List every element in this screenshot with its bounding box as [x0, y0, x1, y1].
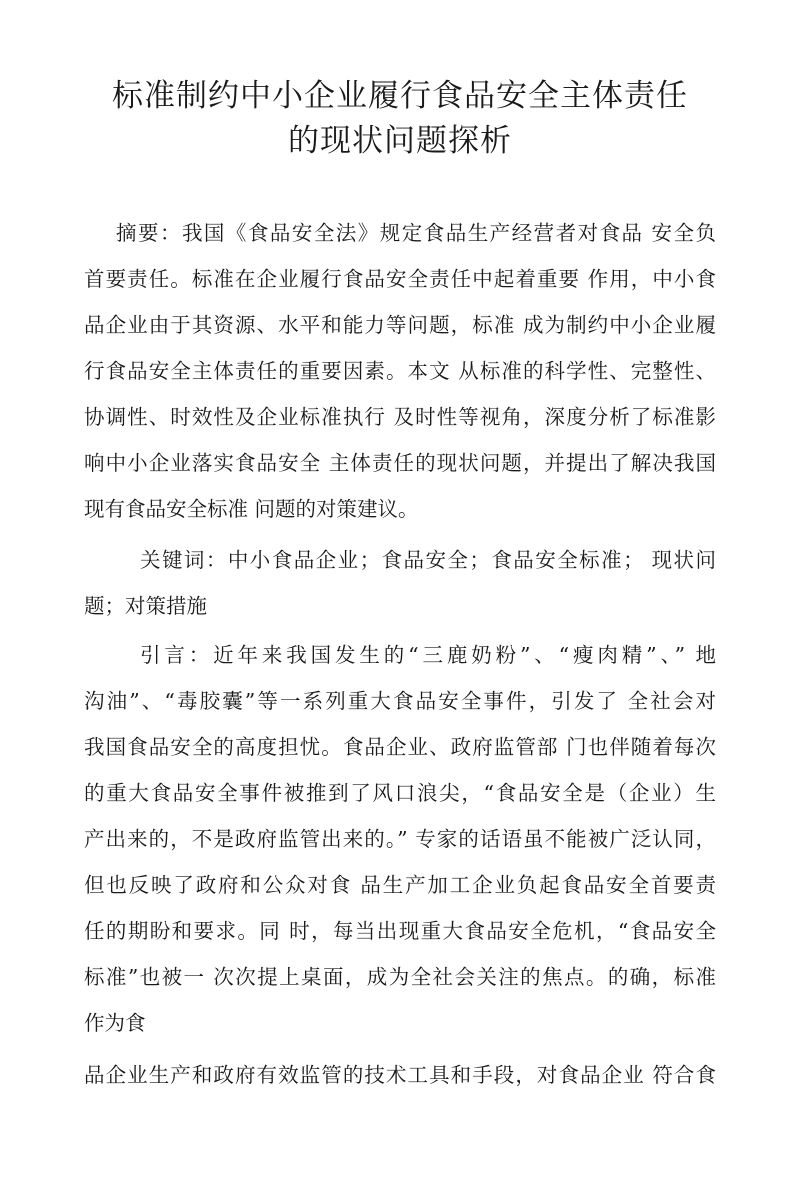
abstract-line: 协调性、时效性及企业标准执行 及时性等视角，深度分析了标准影 — [84, 405, 716, 429]
abstract-line: 现有食品安全标准 问题的对策建议。 — [84, 497, 419, 521]
intro-line: 标准”也被一 次次提上桌面，成为全社会关注的焦点。的确，标准 — [84, 965, 716, 989]
intro-line: 的重大食品安全事件被推到了风口浪尖，“食品安全是（企业）生 — [84, 781, 716, 805]
intro-line: 作为食 — [84, 1011, 146, 1035]
intro-line: 我国食品安全的高度担忧。食品企业、政府监管部 门也伴随着每次 — [84, 735, 716, 759]
intro-line: 任的期盼和要求。同 时，每当出现重大食品安全危机，“食品安全 — [84, 919, 716, 943]
intro-line: 产出来的，不是政府监管出来的。” 专家的话语虽不能被广泛认同， — [84, 827, 716, 851]
keywords-line: 题；对策措施 — [84, 594, 207, 618]
intro-line: 引言：近年来我国发生的“三鹿奶粉”、“瘦肉精”、” 地 — [140, 643, 716, 667]
intro-line: 沟油”、“毒胶囊”等一系列重大食品安全事件，引发了 全社会对 — [84, 689, 716, 713]
abstract-line: 摘要：我国《食品安全法》规定食品生产经营者对食品 安全负 — [116, 221, 716, 245]
abstract-line: 品企业由于其资源、水平和能力等问题，标准 成为制约中小企业履 — [84, 313, 716, 337]
abstract-line: 首要责任。标准在企业履行食品安全责任中起着重要 作用，中小食 — [84, 267, 716, 291]
keywords-line: 关键词：中小食品企业；食品安全；食品安全标准； 现状问 — [140, 548, 716, 572]
abstract-line: 响中小企业落实食品安全 主体责任的现状问题，并提出了解决我国 — [84, 451, 716, 475]
body-line: 品企业生产和政府有效监管的技术工具和手段，对食品企业 符合食 — [84, 1063, 716, 1087]
intro-line: 但也反映了政府和公众对食 品生产加工企业负起食品安全首要责 — [84, 873, 716, 897]
document-title-line-1: 标准制约中小企业履行食品安全主体责任 — [112, 78, 688, 114]
document-title-line-2: 的现状问题探析 — [288, 123, 512, 159]
abstract-line: 行食品安全主体责任的重要因素。本文 从标准的科学性、完整性、 — [84, 359, 716, 383]
